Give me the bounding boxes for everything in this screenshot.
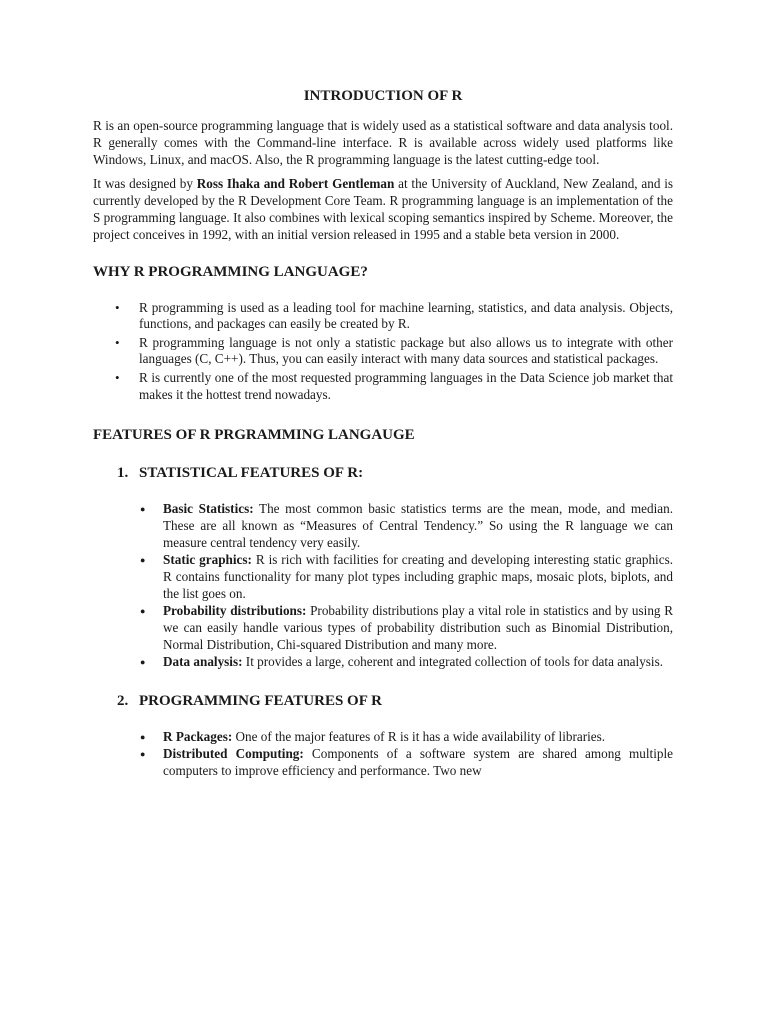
statistical-features-heading	[117, 463, 673, 483]
item-text: R is rich with facilities for creating and developing interesting static graphics. R contains functionality for many plot types including graphic maps, mosaic plots, biplots, and the list goes on.	[163, 552, 673, 601]
bullet-icon: ●	[140, 657, 146, 668]
document-title: INTRODUCTION OF R	[303, 88, 463, 104]
bullet-icon: ●	[140, 504, 146, 515]
list-item	[93, 654, 673, 671]
item-label: R Packages:	[163, 728, 233, 744]
document-page	[93, 86, 673, 780]
item-text: It provides a large, coherent and integrated collection of tools for data analysis.	[242, 654, 664, 670]
item-label: Basic Statistics:	[163, 501, 254, 517]
list-item	[93, 335, 673, 369]
list-item	[93, 501, 673, 551]
programming-features-heading	[117, 691, 673, 711]
section-heading-text: PROGRAMMING FEATURES OF R	[139, 692, 382, 709]
section-number: 2.	[117, 692, 129, 709]
item-label: Data analysis:	[163, 654, 243, 670]
list-item-text: R programming language is not only a statistic package but also allows us to integrate with other languages (C, C++). Thus, you can easily interact with many data sources and statistical packages.	[139, 334, 673, 367]
list-item-text: R programming is used as a leading tool for machine learning, statistics, and data analysis. Objects, functions, and packages can easily be created by R.	[139, 299, 673, 332]
bullet-icon: •	[115, 334, 120, 350]
why-list	[93, 300, 673, 404]
intro-paragraph-1: R is an open-source programming language that is widely used as a statistical software and data analysis tool. R generally comes with the Command-line interface. R is available across widely used platforms like Windows, Linux, and macOS. Also, the R programming language is the latest cutting-edge tool.	[93, 118, 673, 167]
bullet-icon: •	[115, 299, 120, 315]
bullet-icon: ●	[140, 749, 146, 760]
bullet-icon: ●	[140, 731, 146, 742]
list-item	[93, 552, 673, 602]
item-text: Components of a software system are shared among multiple computers to improve efficiency and performance. Two new	[163, 746, 673, 778]
intro-p2-before: It was designed by	[93, 176, 197, 192]
list-item	[93, 746, 673, 780]
bullet-icon: ●	[140, 555, 146, 566]
list-item	[93, 370, 673, 404]
item-label: Probability distributions:	[163, 603, 307, 619]
section-number: 1.	[117, 465, 129, 482]
intro-p2-after: at the University of Auckland, New Zealand, and is currently developed by the R Development Core Team. R programming language is an implementation of the S programming language. It also combines with lexical scoping semantics inspired by Scheme. Moreover, the project conceives in 1992, with an initial version released in 1995 and a stable beta version in 2000.	[93, 176, 673, 242]
statistical-features-list	[93, 501, 673, 670]
intro-paragraph-2	[93, 176, 673, 243]
why-heading: WHY R PROGRAMMING LANGUAGE?	[93, 263, 368, 280]
list-item	[93, 603, 673, 653]
programming-features-list	[93, 729, 673, 780]
item-text: Probability distributions play a vital role in statistics and by using R we can easily handle various types of probability distribution such as Binomial Distribution, Normal Distribution, Chi-squared Distribution and many more.	[163, 603, 673, 652]
item-text: The most common basic statistics terms are the mean, mode, and median. These are all known as “Measures of Central Tendency.” So using the R language we can measure central tendency very easily.	[163, 501, 673, 550]
item-label: Distributed Computing:	[163, 746, 304, 762]
designers-names: Ross Ihaka and Robert Gentleman	[196, 176, 395, 192]
features-heading: FEATURES OF R PRGRAMMING LANGAUGE	[93, 427, 415, 444]
section-heading-text: STATISTICAL FEATURES OF R:	[139, 465, 364, 482]
item-label: Static graphics:	[163, 552, 252, 568]
list-item	[93, 300, 673, 334]
item-text: One of the major features of R is it has a wide availability of libraries.	[232, 728, 606, 744]
list-item-text: R is currently one of the most requested programming languages in the Data Science job market that makes it the hottest trend nowadays.	[139, 369, 673, 402]
bullet-icon: •	[115, 369, 120, 385]
list-item	[93, 729, 673, 746]
bullet-icon: ●	[140, 606, 146, 617]
